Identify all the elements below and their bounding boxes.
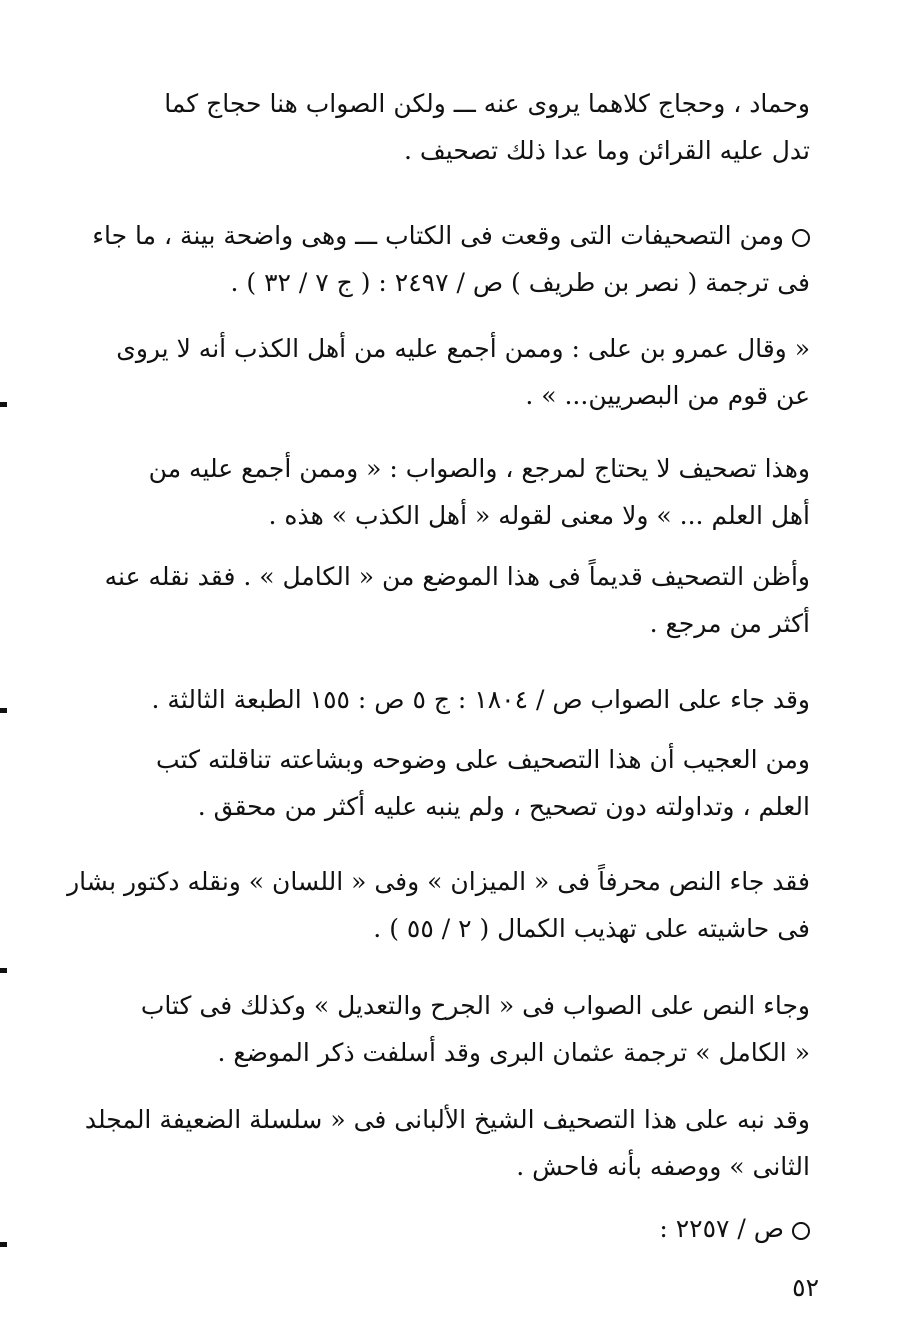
paragraph-3 [110, 325, 810, 419]
scan-margin-mark [0, 1242, 7, 1247]
scan-margin-mark [0, 708, 7, 713]
text-line: ومن العجيب أن هذا التصحيف على وضوحه وبشاعته تناقلته كتب [156, 745, 810, 774]
text-line: تدل عليه القرائن وما عدا ذلك تصحيف . [404, 136, 810, 165]
text-line: فى حاشيته على تهذيب الكمال ( ٢ / ٥٥ ) . [373, 914, 810, 943]
text-line [110, 1205, 810, 1252]
text-line: العلم ، وتداولته دون تصحيح ، ولم ينبه عليه أكثر من محقق . [197, 792, 810, 821]
text-line [92, 212, 810, 259]
text-line: أهل العلم ... » ولا معنى لقوله « أهل الكذب » هذه . [268, 501, 810, 530]
text-line-content: ص / ٢٢٥٧ : [659, 1214, 784, 1243]
text-line: عن قوم من البصريين... » . [525, 381, 810, 410]
scan-margin-mark [0, 968, 7, 973]
circle-bullet-icon [792, 229, 810, 247]
scan-margin-mark [0, 402, 7, 407]
text-line: وهذا تصحيف لا يحتاج لمرجع ، والصواب : « وممن أجمع عليه من [148, 454, 810, 483]
circle-bullet-icon [792, 1222, 810, 1240]
text-line: فى ترجمة ( نصر بن طريف ) ص / ٢٤٩٧ : ( ج ٧ / ٣٢ ) . [230, 268, 810, 297]
paragraph-7 [110, 736, 810, 830]
paragraph-9 [110, 982, 810, 1076]
text-line: فقد جاء النص محرفاً فى « الميزان » وفى « اللسان » ونقله دكتور بشار [67, 867, 810, 896]
paragraph-10 [84, 1096, 810, 1190]
text-line: وحماد ، وحجاج كلاهما يروى عنه ـــ ولكن الصواب هنا حجاج كما [164, 89, 810, 118]
paragraph-4 [110, 445, 810, 539]
paragraph-2 [92, 212, 810, 306]
text-line: وأظن التصحيف قديماً فى هذا الموضع من « الكامل » . فقد نقله عنه [104, 562, 810, 591]
text-line-content: ومن التصحيفات التى وقعت فى الكتاب ـــ وهى واضحة بينة ، ما جاء [92, 221, 784, 250]
text-line: « وقال عمرو بن على : وممن أجمع عليه من أهل الكذب أنه لا يروى [116, 334, 810, 363]
paragraph-5 [104, 553, 810, 647]
paragraph-11 [110, 1205, 810, 1252]
page-number: ٥٢ [792, 1273, 819, 1302]
paragraph-8 [67, 858, 810, 952]
text-line: وقد نبه على هذا التصحيف الشيخ الألبانى فى « سلسلة الضعيفة المجلد [84, 1105, 810, 1134]
paragraph-1 [110, 80, 810, 174]
text-line: وقد جاء على الصواب ص / ١٨٠٤ : ج ٥ ص : ١٥٥ الطبعة الثالثة . [151, 685, 810, 714]
text-line: أكثر من مرجع . [649, 609, 810, 638]
text-line: « الكامل » ترجمة عثمان البرى وقد أسلفت ذكر الموضع . [217, 1038, 810, 1067]
paragraph-6 [110, 676, 810, 723]
text-line: وجاء النص على الصواب فى « الجرح والتعديل » وكذلك فى كتاب [140, 991, 810, 1020]
text-line: الثانى » ووصفه بأنه فاحش . [516, 1152, 810, 1181]
